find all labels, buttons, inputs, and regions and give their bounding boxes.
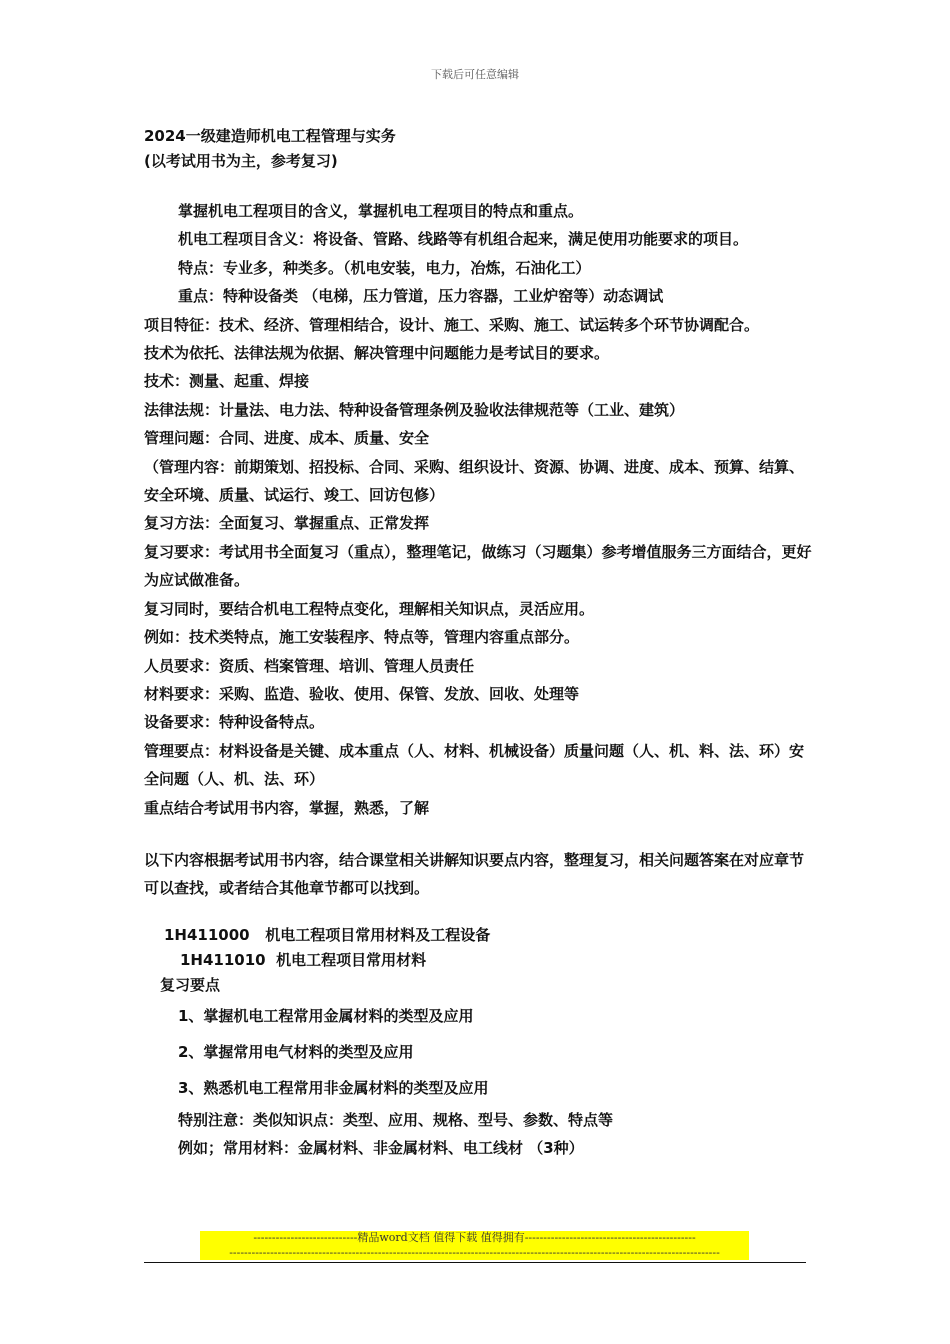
intro-line: 机电工程项目含义：将设备、管路、线路等有机组合起来，满足使用功能要求的项目。 — [178, 230, 749, 249]
review-point: 3、熟悉机电工程常用非金属材料的类型及应用 — [178, 1078, 489, 1097]
intro-line: 特点：专业多，种类多。（机电安装，电力，冶炼，石油化工） — [178, 258, 591, 277]
spacer — [144, 822, 814, 846]
section-name-2: 机电工程项目常用材料 — [276, 950, 427, 969]
body-paragraph: 技术为依托、法律法规为依据、解决管理中问题能力是考试目的要求。 — [144, 344, 610, 363]
review-label: 复习要点 — [160, 975, 221, 994]
section-name-1: 机电工程项目常用材料及工程设备 — [265, 925, 491, 944]
intro-line: 重点：特种设备类 （电梯，压力管道，压力容器，工业炉窑等）动态调试 — [178, 287, 664, 306]
body-paragraph: 管理问题：合同、进度、成本、质量、安全 — [144, 429, 430, 448]
body-paragraph: 人员要求：资质、档案管理、培训、管理人员责任 — [144, 656, 475, 675]
body-paragraph: 复习要求：考试用书全面复习（重点），整理笔记，做练习（习题集）参考增值服务三方面结合，更好为应试做准备。 — [144, 542, 812, 590]
tail-line: 特别注意：类似知识点：类型、应用、规格、型号、参数、特点等 — [178, 1110, 614, 1129]
body-paragraph: 管理要点：材料设备是关键、成本重点（人、材料、机械设备）质量问题（人、机、料、法、环）安全问题（人、机、法、环） — [144, 741, 805, 789]
body-paragraph: 复习同时，要结合机电工程特点变化，理解相关知识点，灵活应用。 — [144, 599, 595, 618]
spacer — [144, 903, 814, 923]
page-header: 下载后可任意编辑 — [431, 68, 519, 81]
intro-line: 掌握机电工程项目的含义，掌握机电工程项目的特点和重点。 — [178, 202, 584, 220]
footer-banner-line-1: ----------------------------精品word文档 值得下载 值得拥有---------------------------------------------- — [253, 1231, 696, 1244]
body-paragraph: 项目特征：技术、经济、管理相结合，设计、施工、采购、施工、试运转多个环节协调配合。 — [144, 315, 760, 334]
spacer — [144, 174, 814, 197]
body-paragraph: 法律法规：计量法、电力法、特种设备管理条例及验收法律规范等（工业、建筑） — [144, 400, 685, 419]
body-paragraph: 材料要求：采购、监造、验收、使用、保管、发放、回收、处理等 — [144, 684, 580, 703]
section-heading-1 — [144, 923, 814, 948]
section-code-1: 1H411000 — [164, 925, 250, 944]
body-paragraph: 复习方法：全面复习、掌握重点、正常发挥 — [144, 514, 430, 533]
document-body — [144, 124, 814, 1163]
footer-banner-line-2: ------------------------------------------------------------------------------------------------------------------------------------ — [229, 1245, 720, 1259]
body-paragraph: 设备要求：特种设备特点。 — [144, 713, 325, 732]
body-paragraph: 例如：技术类特点，施工安装程序、特点等，管理内容重点部分。 — [144, 628, 580, 647]
section-heading-2 — [144, 948, 814, 973]
body-paragraph: （管理内容：前期策划、招投标、合同、采购、组织设计、资源、协调、进度、成本、预算、结算、安全环境、质量、试运行、竣工、回访包修） — [144, 457, 805, 505]
body-paragraph: 重点结合考试用书内容，掌握，熟悉，了解 — [144, 798, 430, 817]
review-point: 2、掌握常用电气材料的类型及应用 — [178, 1042, 414, 1061]
doc-subtitle: (以考试用书为主，参考复习) — [144, 152, 338, 170]
footer-banner — [200, 1231, 749, 1260]
tail-line: 例如；常用材料：金属材料、非金属材料、电工线材 （3种） — [178, 1139, 584, 1158]
doc-title: 2024一级建造师机电工程管理与实务 — [144, 127, 396, 145]
review-point: 1、掌握机电工程常用金属材料的类型及应用 — [178, 1006, 474, 1025]
note-paragraph: 以下内容根据考试用书内容，结合课堂相关讲解知识要点内容，整理复习，相关问题答案在对应章节可以查找，或者结合其他章节都可以找到。 — [144, 850, 805, 898]
section-code-2: 1H411010 — [180, 950, 266, 969]
body-paragraph: 技术：测量、起重、焊接 — [144, 372, 310, 391]
footer-rule — [144, 1262, 806, 1263]
